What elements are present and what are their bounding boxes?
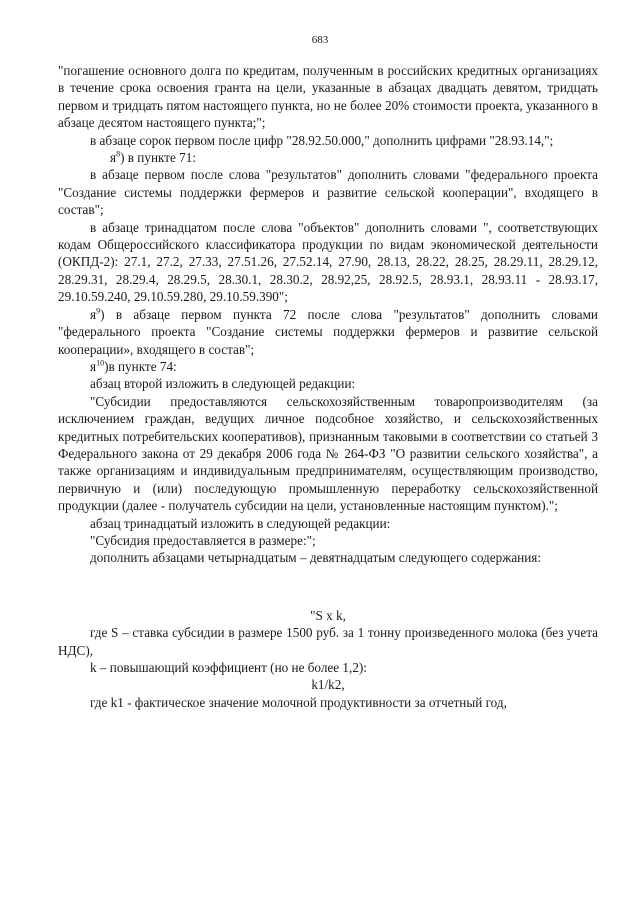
paragraph: где S – ставка субсидии в размере 1500 руб. за 1 тонну произведенного молока (без учета НДС), <box>58 625 598 658</box>
formula-line: "S x k, <box>310 607 346 623</box>
paragraph: абзац второй изложить в следующей редакции: <box>90 376 356 392</box>
paragraph: k – повышающий коэффициент (но не более 1,2): <box>90 660 367 675</box>
paragraph: "Субсидии предоставляются сельскохозяйственным товаропроизводителям (за исключением граждан, ведущих личное подсобное хозяйство, и сельскохозяйственных кредитных потребительских кооперативов), признанным таковыми в соответствии со статьей 3 Федерального закона от 29 декабря 2006 года № 264-ФЗ "О развитии сельского хозяйства", а также организациям и индивидуальным предпринимателям, осуществляющим производство, первичную и (или) последующую промышленную переработку сельскохозяйственной продукции (далее - получатель субсидии на цели, установленные настоящим пунктом)."; <box>58 393 598 514</box>
paragraph: "Субсидия предоставляется в размере:"; <box>90 532 316 548</box>
paragraph: в абзаце сорок первом после цифр "28.92.50.000," дополнить цифрами "28.93.14,"; <box>90 132 554 148</box>
paragraph: дополнить абзацами четырнадцатым – девятнадцатым следующего содержания: <box>90 550 542 566</box>
paragraph: в абзаце первом после слова "результатов" дополнить словами "федерального проекта "Создание системы поддержки фермеров и развитие сельской кооперации", входящего в состав"; <box>58 167 598 218</box>
paragraph: где k1 - фактическое значение молочной продуктивности за отчетный год, <box>90 694 507 710</box>
list-item-marker-paragraph: $я^{10})в$ пункте 74: <box>90 358 177 374</box>
document-body <box>58 62 598 711</box>
paragraph: в абзаце тринадцатом после слова "объектов" дополнить словами ", соответствующих кодам Общероссийского классификатора продукции по видам экономической деятельности (ОКПД-2): 27.1, 27.2, 27.33, 27.51.26, 27.52.14, 27.90, 28.13, 28.22, 28.25, 28.29.11, 28.29.12, 28.29.31, 28.29.4, 28.29.5, 28.30.1, 28.30.2, 28.92,25, 28.92.5, 28.93.1, 28.93.11 - 28.93.17, 29.10.59.240, 29.10.59.280, 29.10.59.390"; <box>58 219 598 305</box>
list-item-marker-paragraph: $я^8$) в пункте 71: <box>110 149 196 166</box>
paragraph: "погашение основного долга по кредитам, полученным в российских кредитных организациях в течение срока освоения гранта на цели, указанные в абзацах двадцать девятом, тридцать первом и тридцать пятом настоящего пункта, но не более 20% стоимости проекта, указанного в абзаце десятом настоящего пункта;"; <box>58 63 598 131</box>
formula-line: k1/k2, <box>311 677 345 693</box>
page-number: 683 <box>311 34 329 46</box>
list-item-marker-paragraph: $я^9$) в абзаце первом пункта 72 после слова "результатов" дополнить словами "федерального проекта "Создание системы поддержки фермеров и развитие сельской кооперации», входящего в состав"; <box>58 306 598 357</box>
blank-spacer <box>58 567 598 607</box>
paragraph: абзац тринадцатый изложить в следующей редакции: <box>90 515 391 531</box>
